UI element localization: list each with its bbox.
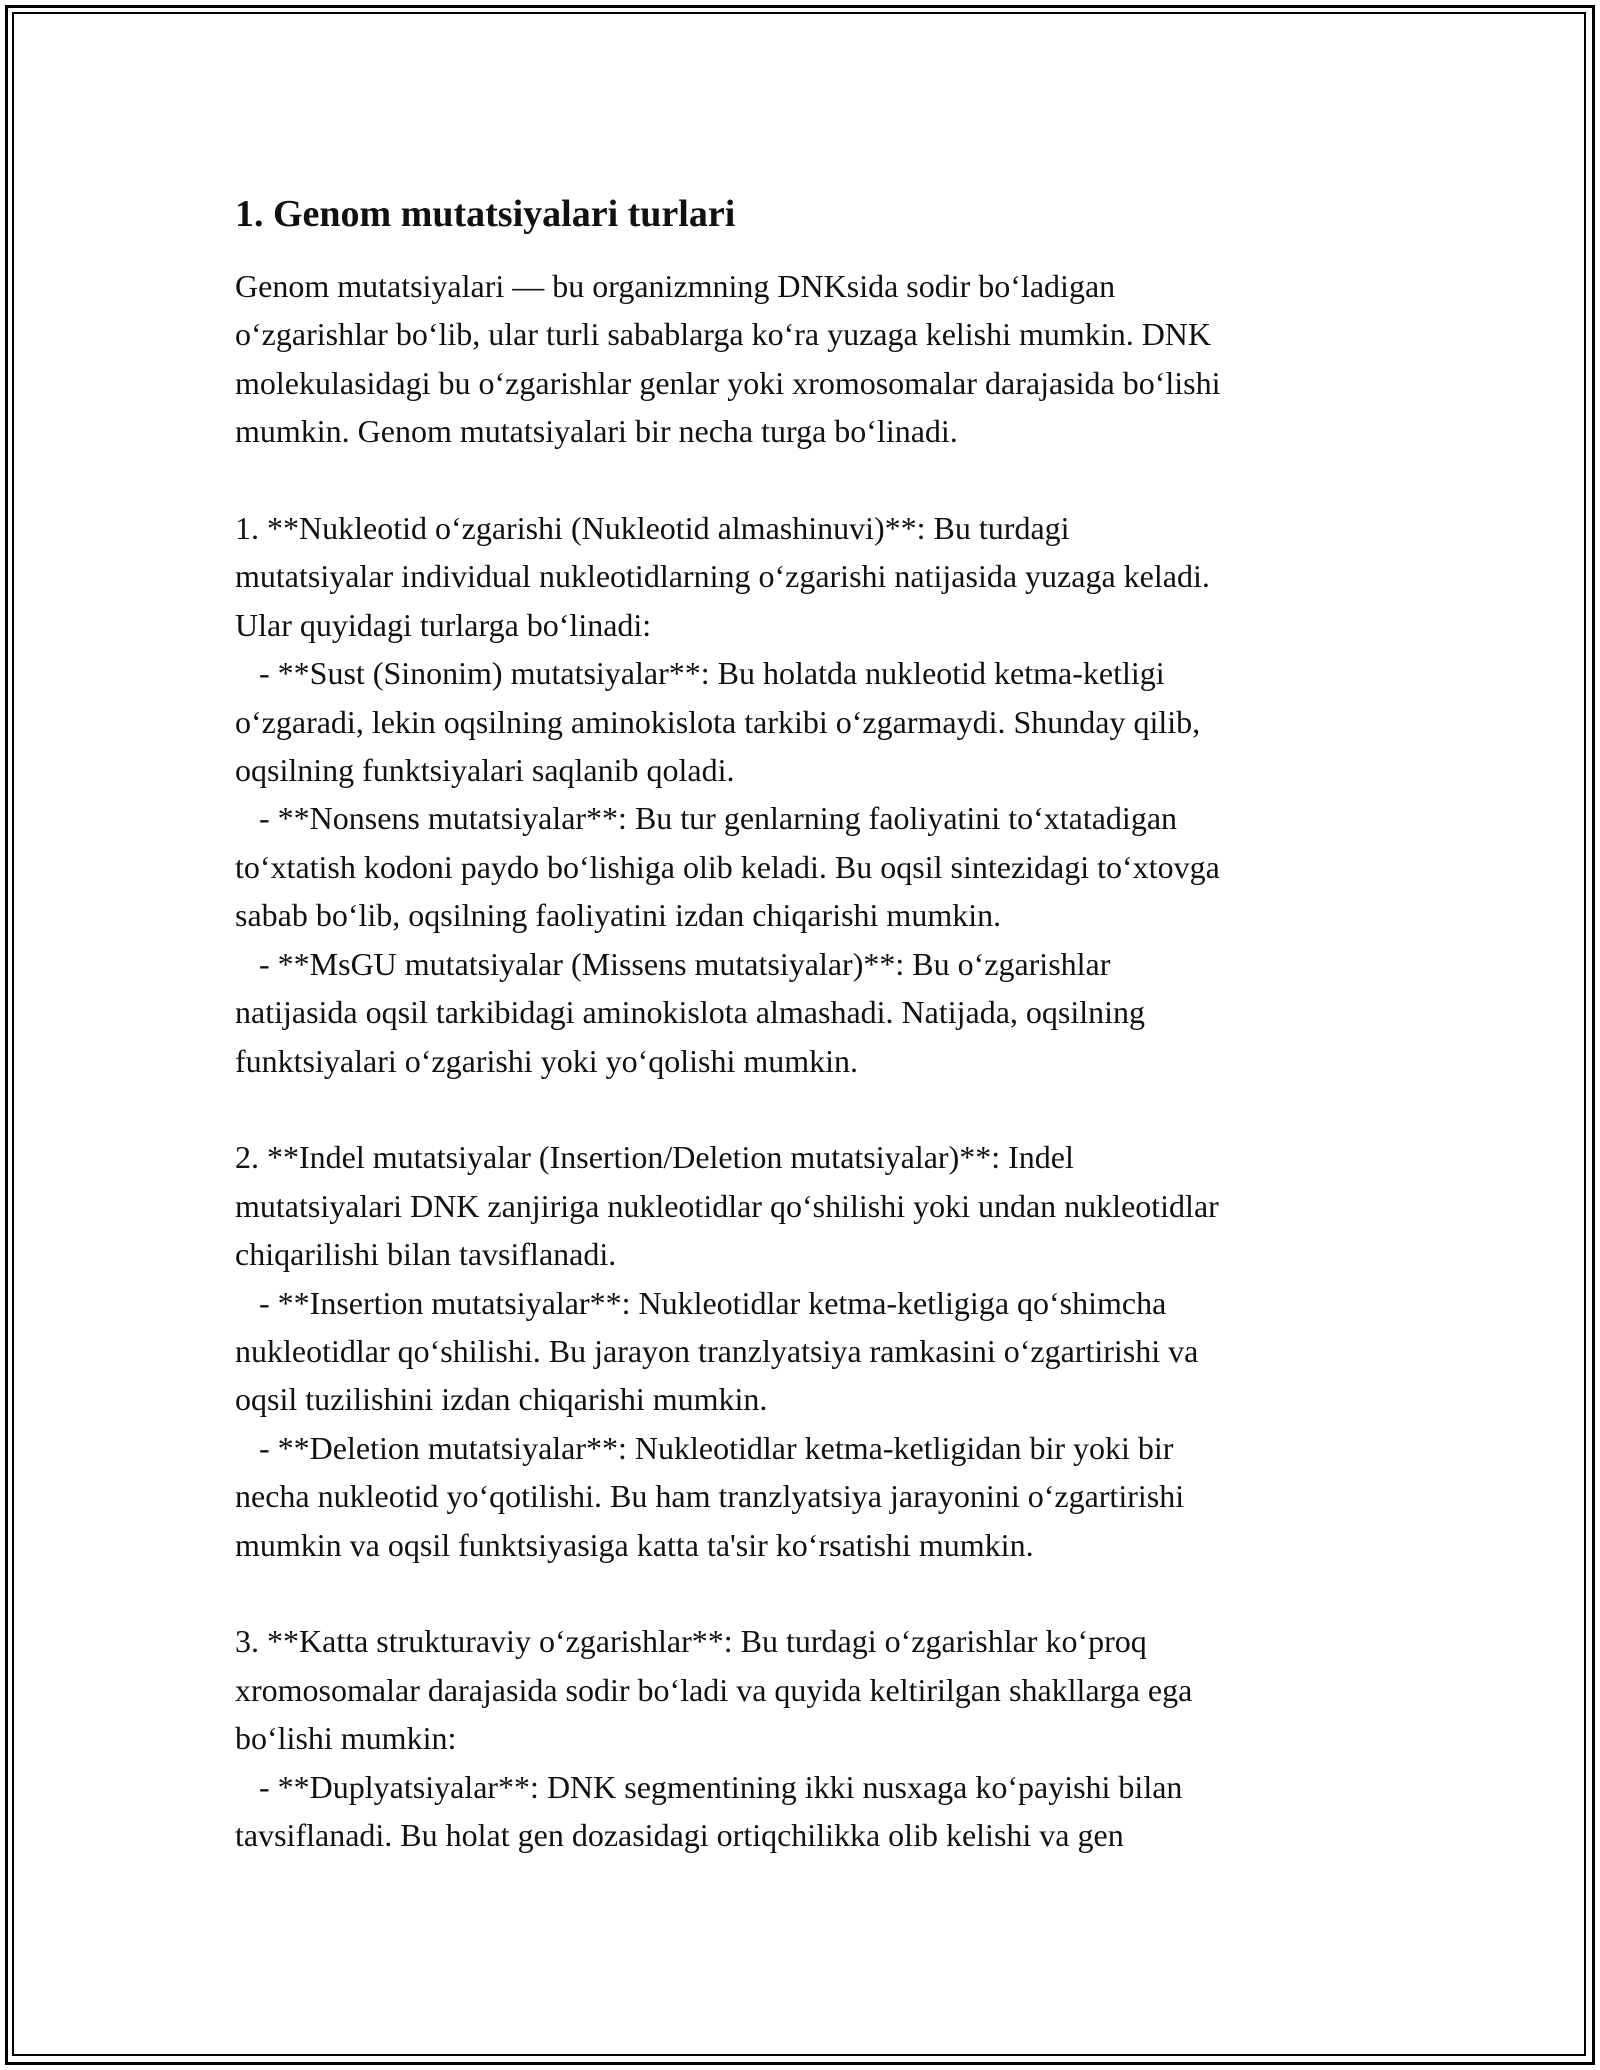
document-body: Genom mutatsiyalari — bu organizmning DNKsida sodir bo‘ladigan o‘zgarishlar bo‘lib, ular turli sabablarga ko‘ra yuzaga kelishi mumkin. DNK molekulasidagi bu o‘zgarishlar genlar yoki xromosomalar darajasida bo‘lishi mumkin. Genom mutatsiyalari bir necha turga bo‘linadi. 1. **Nukleotid o‘zgarishi (Nukleotid almashinuvi)**: Bu turdagi mutatsiyalar individual nukleotidlarning o‘zgarishi natijasida yuzaga keladi. Ular quyidagi turlarga bo‘linadi: - **Sust (Sinonim) mutatsiyalar**: Bu holatda nukleotid ketma-ketligi o‘zgaradi, lekin oqsilning aminokislota tarkibi o‘zgarmaydi. Shunday qilib, oqsilning funktsiyalari saqlanib qoladi. - **Nonsens mutatsiyalar**: Bu tur genlarning faoliyatini to‘xtatadigan to‘xtatish kodoni paydo bo‘lishiga olib keladi. Bu oqsil sintezidagi to‘xtovga sabab bo‘lib, oqsilning faoliyatini izdan chiqarishi mumkin. - **MsGU mutatsiyalar (Missens mutatsiyalar)**: Bu o‘zgarishlar natijasida oqsil tarkibidagi aminokislota almashadi. Natijada, oqsilning funktsiyalari o‘zgarishi yoki yo‘qolishi mumkin. 2. **Indel mutatsiyalar (Insertion/Deletion mutatsiyalar)**: Indel mutatsiyalari DNK zanjiriga nukleotidlar qo‘shilishi yoki undan nukleotidlar chiqarilishi bilan tavsiflanadi. - **Insertion mutatsiyalar**: Nukleotidlar ketma-ketligiga qo‘shimcha nukleotidlar qo‘shilishi. Bu jarayon tranzlyatsiya ramkasini o‘zgartirishi va oqsil tuzilishini izdan chiqarishi mumkin. - **Deletion mutatsiyalar**: Nukleotidlar ketma-ketligidan bir yoki bir necha nukleotid yo‘qotilishi. Bu ham tranzlyatsiya jarayonini o‘zgartirishi mumkin va oqsil funktsiyasiga katta ta'sir ko‘rsatishi mumkin. 3. **Katta strukturaviy o‘zgarishlar**: Bu turdagi o‘zgarishlar ko‘proq xromosomalar darajasida sodir bo‘ladi va quyida keltirilgan shakllarga ega bo‘lishi mumkin: - **Duplyatsiyalar**: DNK segmentining ikki nusxaga ko‘payishi bilan tavsiflanadi. Bu holat gen dozasidagi ortiqchilikka olib kelishi va gen [235,268,1221,1853]
document-content [235,186,1375,1859]
section-heading: 1. Genom mutatsiyalari turlari [235,193,736,235]
